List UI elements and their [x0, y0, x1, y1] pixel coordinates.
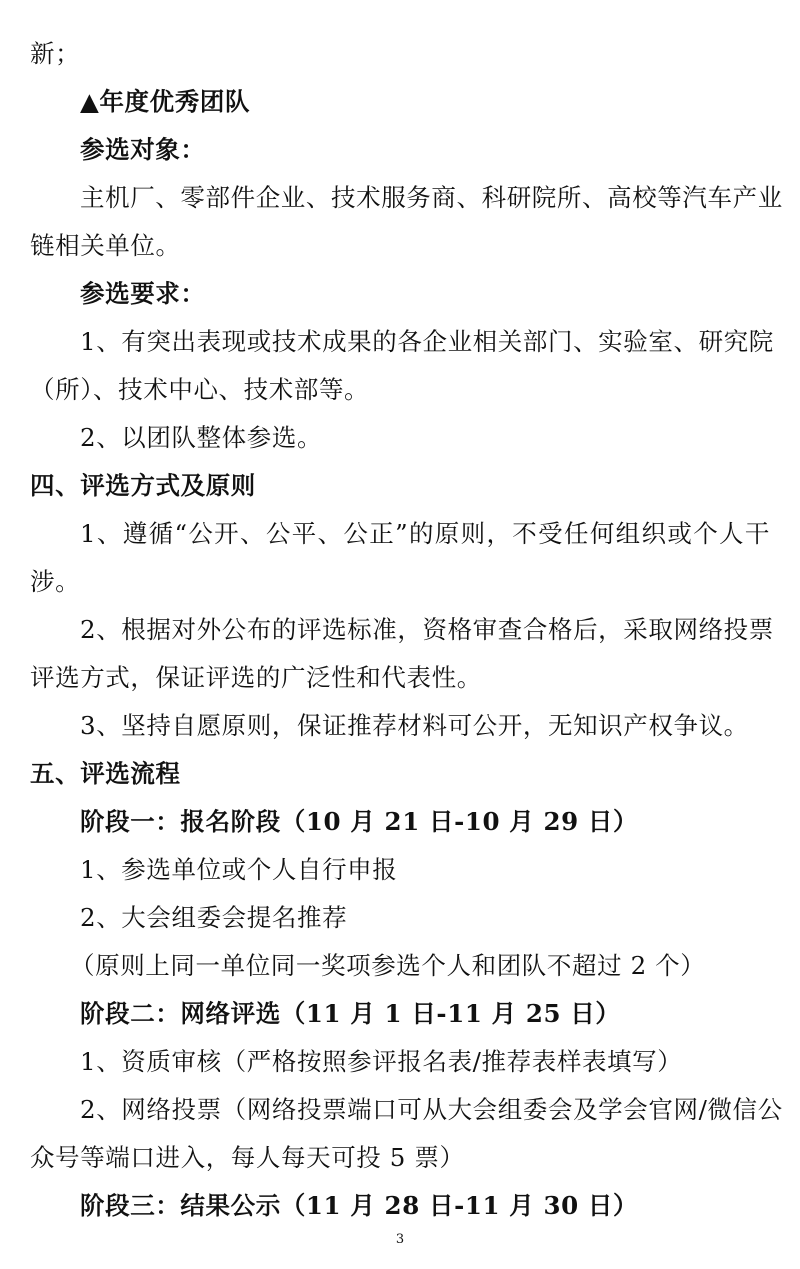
principle-1-line-1: 1、遵循“公开、公平、公正”的原则，不受任何组织或个人干 [80, 519, 770, 548]
stage-1-item-1: 1、参选单位或个人自行申报 [80, 855, 398, 884]
section-5-heading: 五、评选流程 [30, 759, 181, 788]
stage-2-item-2-line-2: 众号等端口进入，每人每天可投 5 票） [30, 1143, 465, 1172]
eligibility-text-line-1: 主机厂、零部件企业、技术服务商、科研院所、高校等汽车产业 [80, 183, 783, 212]
stage-2-heading: 阶段二：网络评选（11 月 1 日-11 月 25 日） [80, 999, 621, 1028]
page-number: 3 [395, 1232, 405, 1247]
principle-2-line-2: 评选方式，保证评选的广泛性和代表性。 [30, 663, 482, 692]
section-4-heading: 四、评选方式及原则 [30, 471, 256, 500]
principle-2-line-1: 2、根据对外公布的评选标准，资格审查合格后，采取网络投票 [80, 615, 774, 644]
eligibility-text-line-2: 链相关单位。 [30, 231, 181, 260]
stage-1-heading: 阶段一：报名阶段（10 月 21 日-10 月 29 日） [80, 807, 639, 836]
stage-3-heading: 阶段三：结果公示（11 月 28 日-11 月 30 日） [80, 1191, 639, 1220]
requirement-1-line-2: （所）、技术中心、技术部等。 [30, 375, 370, 404]
principle-1-line-2: 涉。 [30, 567, 81, 596]
principle-3: 3、坚持自愿原则，保证推荐材料可公开，无知识产权争议。 [80, 711, 749, 740]
stage-1-item-2: 2、大会组委会提名推荐 [80, 903, 348, 932]
stage-1-note: （原则上同一单位同一奖项参选个人和团队不超过 2 个） [70, 951, 706, 980]
requirement-2: 2、以团队整体参选。 [80, 423, 323, 452]
eligibility-heading: 参选对象： [80, 135, 206, 164]
stage-2-item-1: 1、资质审核（严格按照参评报名表/推荐表样表填写） [80, 1047, 683, 1076]
requirement-1-line-1: 1、有突出表现或技术成果的各企业相关部门、实验室、研究院 [80, 327, 774, 356]
award-heading-team: ▲年度优秀团队 [80, 87, 251, 116]
requirements-heading: 参选要求： [80, 279, 206, 308]
stage-2-item-2-line-1: 2、网络投票（网络投票端口可从大会组委会及学会官网/微信公 [80, 1095, 783, 1124]
text-line-continuation: 新； [30, 39, 81, 68]
